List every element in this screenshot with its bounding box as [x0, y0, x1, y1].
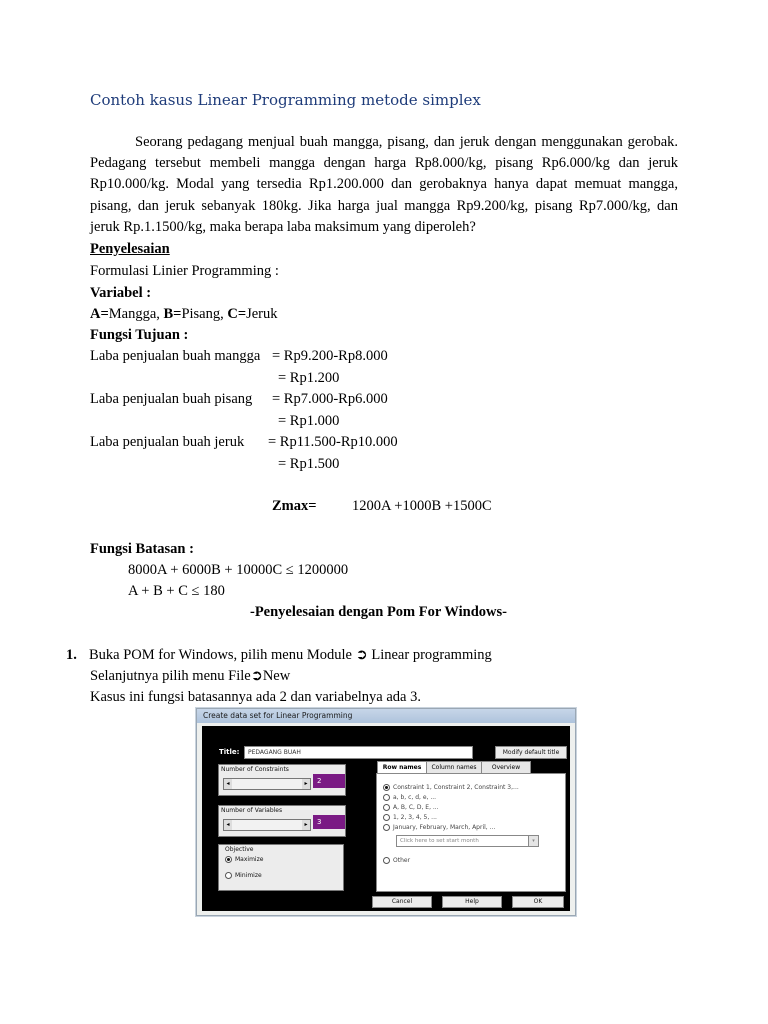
dialog-titlebar	[197, 709, 575, 723]
row-option-5-label: January, February, March, April, ...	[393, 824, 496, 831]
row-option-4-label: 1, 2, 3, 4, 5, ...	[393, 814, 437, 821]
laba-mangga-expr: = Rp9.200-Rp8.000	[272, 348, 388, 364]
var-a-val: Mangga,	[108, 306, 164, 322]
start-month-combo[interactable]	[396, 835, 539, 847]
penyelesaian-heading: Penyelesaian	[90, 241, 170, 257]
variabel-line	[90, 306, 278, 323]
row-option-3-label: A, B, C, D, E, ...	[393, 804, 439, 811]
tab-row-names[interactable]: Row names	[377, 761, 427, 773]
row-option-1-label: Constraint 1, Constraint 2, Constraint 3,...	[393, 784, 519, 791]
pom-heading: -Penyelesaian dengan Pom For Windows-	[250, 604, 507, 620]
fungsi-tujuan-heading: Fungsi Tujuan :	[90, 327, 189, 343]
row-option-5[interactable]	[383, 824, 495, 831]
other-label: Other	[393, 857, 411, 864]
variabel-heading: Variabel :	[90, 285, 152, 301]
objective-label: Objective	[225, 846, 254, 853]
radio-selected-icon[interactable]	[383, 784, 390, 791]
row-option-2[interactable]	[383, 794, 436, 801]
constraints-value: 2	[313, 774, 345, 788]
radio-icon[interactable]	[383, 857, 390, 864]
combo-placeholder: Click here to set start month	[400, 838, 479, 844]
laba-pisang-result: = Rp1.000	[278, 413, 340, 429]
radio-icon[interactable]	[383, 804, 390, 811]
problem-text: Seorang pedagang menjual buah mangga, pisang, dan jeruk dengan menggunakan gerobak. Pedagang tersebut membeli mangga dengan harga Rp8.000/kg, pisang Rp6.000/kg dan jeruk Rp10.000/kg. Modal yang tersedia Rp1.200.000 dan gerobaknya hanya dapat memuat mangga, pisang, dan jeruk sebanyak 180kg. Jika harga jual mangga Rp9.200/kg, pisang Rp7.000/kg, dan jeruk Rp.1.1500/kg, maka berapa laba maksimum yang diperoleh?	[90, 134, 678, 235]
minimize-option[interactable]	[225, 872, 262, 879]
chevron-down-icon[interactable]: ▾	[528, 836, 538, 846]
left-arrow-icon[interactable]: ◂	[224, 779, 232, 789]
step-line-1: Buka POM for Windows, pilih menu Module ➲ Linear programming	[89, 647, 492, 663]
row-names-panel	[376, 773, 566, 892]
radio-selected-icon[interactable]	[225, 856, 232, 863]
laba-pisang-label: Laba penjualan buah pisang	[90, 391, 253, 407]
ok-button[interactable]: OK	[512, 896, 564, 908]
right-arrow-icon[interactable]: ▸	[302, 779, 310, 789]
laba-pisang-expr: = Rp7.000-Rp6.000	[272, 391, 388, 407]
laba-jeruk-label: Laba penjualan buah jeruk	[90, 434, 245, 450]
dialog-body	[202, 726, 570, 911]
radio-icon[interactable]	[383, 824, 390, 831]
title-label: Title:	[219, 748, 240, 756]
cancel-button[interactable]: Cancel	[372, 896, 432, 908]
left-arrow-icon[interactable]: ◂	[224, 820, 232, 830]
variables-slider[interactable]	[223, 819, 311, 831]
laba-jeruk-expr: = Rp11.500-Rp10.000	[268, 434, 398, 450]
title-input[interactable]: PEDAGANG BUAH	[244, 746, 473, 759]
radio-icon[interactable]	[383, 814, 390, 821]
right-arrow-icon[interactable]: ▸	[302, 820, 310, 830]
variables-value: 3	[313, 815, 345, 829]
zmax-expression: 1200A +1000B +1500C	[352, 498, 492, 514]
radio-icon[interactable]	[383, 794, 390, 801]
var-b-key: B=	[163, 306, 182, 322]
row-option-3[interactable]	[383, 804, 439, 811]
constraint-1: 8000A + 6000B + 10000C ≤ 1200000	[128, 562, 349, 578]
fungsi-batasan-heading: Fungsi Batasan :	[90, 541, 194, 557]
laba-jeruk-result: = Rp1.500	[278, 456, 340, 472]
variables-group	[218, 805, 346, 837]
dialog-title: Create data set for Linear Programming	[203, 711, 353, 720]
tab-column-names[interactable]: Column names	[426, 761, 482, 774]
step-line-3: Kasus ini fungsi batasannya ada 2 dan variabelnya ada 3.	[90, 689, 421, 705]
create-dataset-dialog	[196, 708, 576, 916]
minimize-label: Minimize	[235, 872, 262, 879]
var-a-key: A=	[90, 306, 109, 322]
constraint-2: A + B + C ≤ 180	[128, 583, 225, 599]
var-c-val: Jeruk	[246, 306, 278, 322]
help-button[interactable]: Help	[442, 896, 502, 908]
radio-icon[interactable]	[225, 872, 232, 879]
step-line-2: Selanjutnya pilih menu File➲New	[90, 668, 291, 684]
zmax-label: Zmax=	[272, 498, 317, 514]
objective-group	[218, 844, 344, 891]
constraints-slider[interactable]	[223, 778, 311, 790]
row-option-2-label: a, b, c, d, e, ...	[393, 794, 437, 801]
formulasi-text: Formulasi Linier Programming :	[90, 263, 279, 279]
constraints-group	[218, 764, 346, 796]
laba-mangga-label: Laba penjualan buah mangga	[90, 348, 261, 364]
row-option-4[interactable]	[383, 814, 437, 821]
problem-paragraph	[90, 132, 678, 238]
row-option-1[interactable]	[383, 784, 519, 791]
var-b-val: Pisang,	[181, 306, 228, 322]
document-heading: Contoh kasus Linear Programming metode simplex	[90, 91, 481, 109]
constraints-label: Number of Constraints	[221, 766, 289, 773]
step-number: 1.	[66, 647, 77, 663]
maximize-label: Maximize	[235, 856, 264, 863]
row-option-other[interactable]	[383, 857, 410, 864]
maximize-option[interactable]	[225, 856, 263, 863]
var-c-key: C=	[227, 306, 247, 322]
tab-overview[interactable]: Overview	[481, 761, 531, 774]
modify-title-button[interactable]: Modify default title	[495, 746, 567, 759]
variables-label: Number of Variables	[221, 807, 283, 814]
laba-mangga-result: = Rp1.200	[278, 370, 340, 386]
